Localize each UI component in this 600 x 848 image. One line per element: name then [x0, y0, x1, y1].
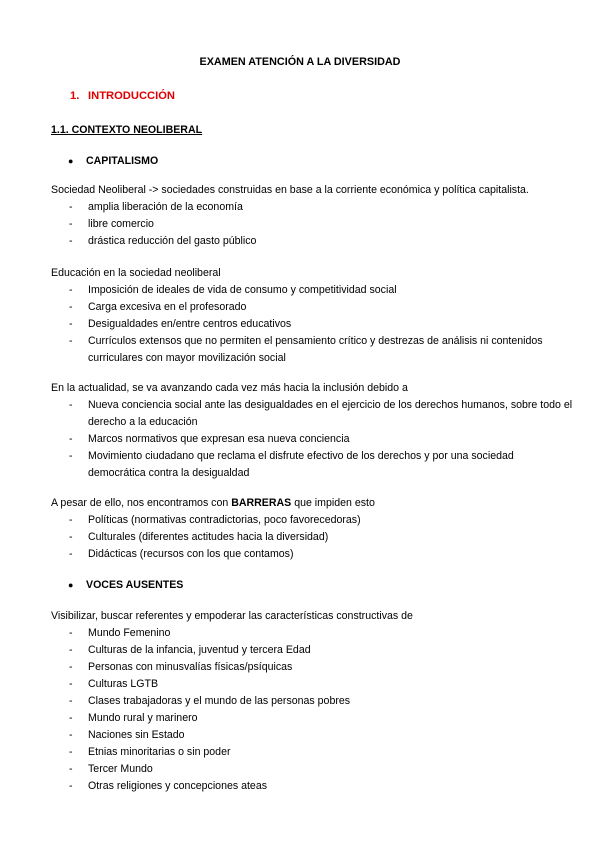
list-item [51, 625, 573, 642]
section-number: 1. [70, 90, 80, 102]
dash-bullet: - [69, 335, 73, 347]
list-item [51, 431, 573, 448]
subsection-heading: 1.1. CONTEXTO NEOLIBERAL [51, 124, 203, 136]
list-item-text: amplia liberación de la economía [88, 201, 243, 213]
list-item [51, 676, 573, 693]
list-item [51, 216, 573, 233]
list-item-text: Naciones sin Estado [88, 729, 185, 741]
voces-heading-text: VOCES AUSENTES [86, 579, 184, 591]
list-item-text: Culturales (diferentes actitudes hacia la diversidad) [88, 531, 329, 543]
list-item-text: Carga excesiva en el profesorado [88, 301, 247, 313]
list-item-text: Movimiento ciudadano que reclama el disfrute efectivo de los derechos y por una sociedad democrática contra la desigualdad [88, 450, 514, 479]
list-item [51, 282, 573, 299]
list-item-text: Clases trabajadoras y el mundo de las personas pobres [88, 695, 351, 707]
dash-bullet: - [69, 548, 73, 560]
list-item [51, 199, 573, 216]
capitalismo-list-3 [51, 397, 573, 482]
list-item [51, 693, 573, 710]
capitalismo-paragraph-4 [51, 495, 375, 512]
section-title: INTRODUCCIÓN [88, 90, 176, 102]
barreras-list [51, 512, 573, 563]
bullet-icon: ● [68, 156, 74, 166]
list-item [51, 333, 573, 367]
list-item [51, 727, 573, 744]
list-item [51, 546, 573, 563]
list-item-text: Marcos normativos que expresan esa nueva conciencia [88, 433, 350, 445]
dash-bullet: - [69, 678, 73, 690]
list-item-text: Imposición de ideales de vida de consumo y competitividad social [88, 284, 397, 296]
list-item [51, 529, 573, 546]
dash-bullet: - [69, 218, 73, 230]
dash-bullet: - [69, 531, 73, 543]
list-item-text: Didácticas (recursos con los que contamos) [88, 548, 294, 560]
list-item [51, 761, 573, 778]
list-item [51, 710, 573, 727]
list-item-text: Culturas de la infancia, juventud y tercera Edad [88, 644, 311, 656]
list-item-text: Otras religiones y concepciones ateas [88, 780, 268, 792]
capitalismo-list-2 [51, 282, 573, 367]
dash-bullet: - [69, 712, 73, 724]
capitalismo-paragraph-1: Sociedad Neoliberal -> sociedades construidas en base a la corriente económica y política capitalista. [51, 184, 529, 196]
dash-bullet: - [69, 318, 73, 330]
bullet-icon: ● [68, 580, 74, 590]
dash-bullet: - [69, 695, 73, 707]
dash-bullet: - [69, 301, 73, 313]
dash-bullet: - [69, 201, 73, 213]
dash-bullet: - [69, 644, 73, 656]
list-item-text: Mundo Femenino [88, 627, 171, 639]
capitalismo-heading-text: CAPITALISMO [86, 155, 159, 167]
list-item [51, 642, 573, 659]
list-item [51, 744, 573, 761]
list-item [51, 659, 573, 676]
document-title: EXAMEN ATENCIÓN A LA DIVERSIDAD [199, 56, 401, 68]
dash-bullet: - [69, 235, 73, 247]
dash-bullet: - [69, 780, 73, 792]
list-item [51, 448, 573, 482]
voces-list [51, 625, 573, 795]
list-item [51, 512, 573, 529]
list-item-text: Culturas LGTB [88, 678, 159, 690]
list-item-text: drástica reducción del gasto público [88, 235, 257, 247]
barreras-text-before: A pesar de ello, nos encontramos con [51, 497, 232, 509]
list-item [51, 778, 573, 795]
list-item [51, 233, 573, 250]
capitalismo-paragraph-2: Educación en la sociedad neoliberal [51, 267, 221, 279]
list-item-text: Tercer Mundo [88, 763, 153, 775]
list-item-text: Mundo rural y marinero [88, 712, 198, 724]
voces-heading [68, 579, 183, 591]
list-item-text: libre comercio [88, 218, 154, 230]
capitalismo-list-1 [51, 199, 573, 250]
list-item [51, 316, 573, 333]
list-item-text: Nueva conciencia social ante las desigualdades en el ejercicio de los derechos humanos, sobre todo el derecho a la educación [88, 399, 573, 428]
list-item-text: Personas con minusvalías físicas/psíquicas [88, 661, 293, 673]
dash-bullet: - [69, 399, 73, 411]
list-item-text: Desigualdades en/entre centros educativos [88, 318, 292, 330]
list-item-text: Políticas (normativas contradictorias, poco favorecedoras) [88, 514, 361, 526]
barreras-keyword: BARRERAS [231, 497, 292, 509]
dash-bullet: - [69, 514, 73, 526]
list-item [51, 299, 573, 316]
capitalismo-paragraph-3: En la actualidad, se va avanzando cada vez más hacia la inclusión debido a [51, 382, 408, 394]
dash-bullet: - [69, 746, 73, 758]
dash-bullet: - [69, 284, 73, 296]
list-item [51, 397, 573, 431]
voces-paragraph: Visibilizar, buscar referentes y empoderar las características constructivas de [51, 610, 413, 622]
capitalismo-heading [68, 155, 158, 167]
dash-bullet: - [69, 729, 73, 741]
list-item-text: Currículos extensos que no permiten el pensamiento crítico y destrezas de análisis ni contenidos curriculares con mayor movilización social [88, 335, 543, 364]
dash-bullet: - [69, 433, 73, 445]
list-item-text: Etnias minoritarias o sin poder [88, 746, 231, 758]
dash-bullet: - [69, 627, 73, 639]
section-heading [70, 90, 175, 102]
dash-bullet: - [69, 763, 73, 775]
barreras-text-after: que impiden esto [291, 497, 375, 509]
dash-bullet: - [69, 450, 73, 462]
dash-bullet: - [69, 661, 73, 673]
